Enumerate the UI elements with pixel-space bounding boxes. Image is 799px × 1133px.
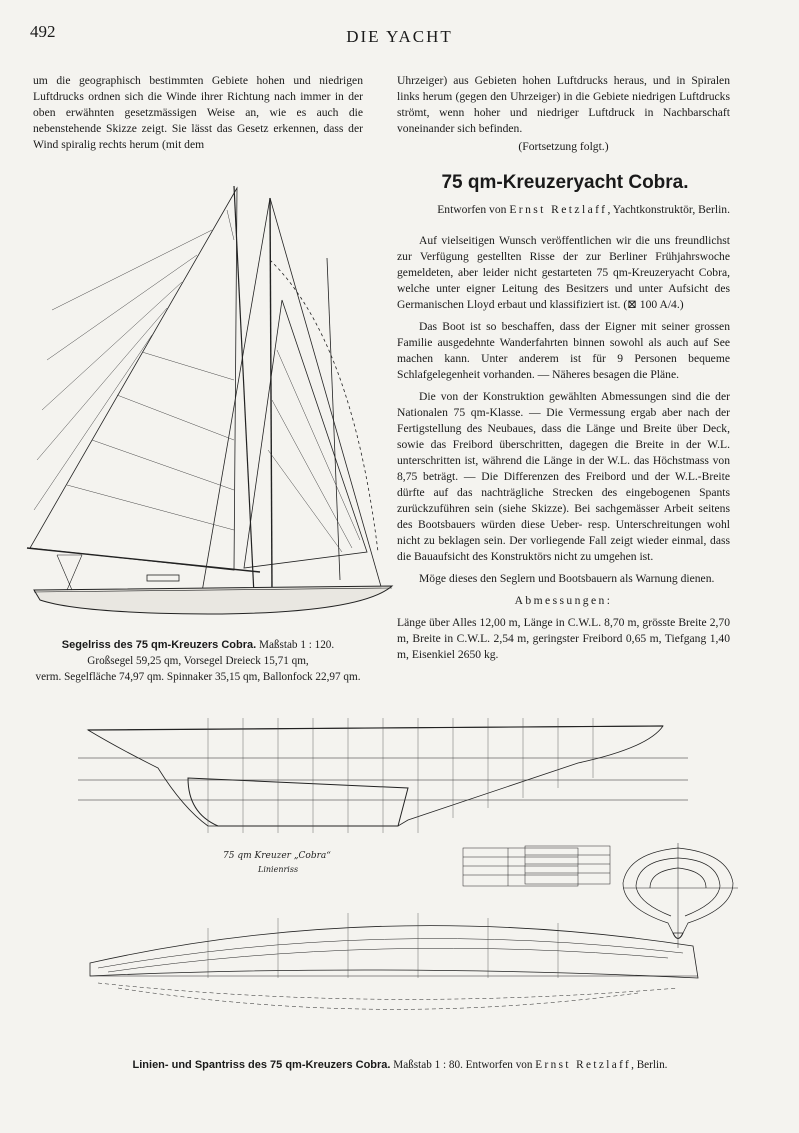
- article-body: [397, 233, 730, 669]
- dimensions-text: Länge über Alles 12,00 m, Länge in C.W.L. 8,70 m, grösste Breite 2,70 m, Breite in C.W.L. 2,54 m, geringster Freibord 0,65 m, Tiefgang 1,40 m, Eisenkiel 2650 kg.: [397, 616, 730, 661]
- sail-plan-drawing: [22, 180, 397, 625]
- byline: [397, 203, 730, 216]
- prev-article-text-right: Uhrzeiger) aus Gebieten hohen Luftdrucks heraus, und in Spiralen links herum (gegen den Uhrzeiger) in die Gebiete niedrigen Luftdrucks strömt, wenn hoher und niedriger Luftdruck in Nachbarschaft voneinander sich befinden.: [397, 74, 730, 135]
- article-paragraph: Möge dieses den Seglern und Bootsbauern als Warnung dienen.: [419, 572, 715, 585]
- lines-plan-drawing: [78, 708, 758, 1048]
- sail-caption-title: Segelriss des 75 qm-Kreuzers Cobra.: [61, 639, 257, 651]
- lines-caption-title: Linien- und Spantriss des 75 qm-Kreuzers Cobra.: [132, 1059, 391, 1071]
- prev-article-right-column: [397, 73, 730, 155]
- lines-caption-designer-suffix: , Berlin.: [631, 1059, 668, 1071]
- article-title: 75 qm-Kreuzeryacht Cobra.: [441, 172, 689, 193]
- byline-name: Ernst Retzlaff: [509, 203, 608, 216]
- sail-caption-line: verm. Segelfläche 74,97 qm. Spinnaker 35,15 qm, Ballonfock 22,97 qm.: [35, 671, 361, 683]
- offsets-table: [463, 846, 610, 886]
- continuation-note: (Fortsetzung folgt.): [518, 140, 609, 153]
- prev-article-text-left: um die geographisch bestimmten Gebiete hohen und niedrigen Luftdrucks ordnen sich die Winde ihrer Richtung nach immer in der oben erwähnten gesetzmässigen Weise an, wie es auch die nebenstehende Skizze zeigt. Sie lässt das Gesetz erkennen, dass der Wind spiralig rechts herum (mit dem: [33, 74, 363, 151]
- sail-plan-caption: [30, 637, 366, 685]
- running-head: DIE YACHT: [346, 27, 453, 46]
- byline-prefix: Entworfen von: [437, 203, 507, 216]
- article-paragraph: Auf vielseitigen Wunsch veröffentlichen wir die uns freundlichst zur Verfügung gestellten Risse der zur Berliner Frühjahrswoche gemeldeten, aber leider nicht gestarteten 75 qm-Kreuzeryacht Cobra, welche unter eigner Leitung des Besitzers und unter Aufsicht des Germanischen Lloyd erbaut und klassifiziert ist. (⊠ 100 A/4.): [397, 234, 730, 311]
- dimensions-heading: Abmessungen:: [514, 594, 613, 607]
- lines-caption-designer-prefix: Entworfen von: [465, 1059, 533, 1071]
- article-paragraph: Das Boot ist so beschaffen, dass der Eigner mit seiner grossen Familie ausgedehnte Wanderfahrten binnen sowohl als auch auf See machen kann. Unter anderem ist für 9 Personen bequeme Schlafgelegenheit vorhanden. — Näheres besagen die Pläne.: [397, 320, 730, 381]
- lines-plan-caption: [60, 1057, 740, 1073]
- half-breadth-plan: [90, 926, 698, 1010]
- article-paragraph: Die von der Konstruktion gewählten Abmessungen sind die der Nationalen 75 qm-Klasse. — Die Vermessung ergab aber nach der Fertigstellung des Neubaues, dass die Länge und Breite über Deck, sowie das Freibord überschritten, dagegen die Breite in der W.L. unterschritten ist, während die Länge in der W.L. das Höchstmass von 8,75 beträgt. — Die Differenzen des Freibord und der W.L.-Breite dürfte auf das nachträgliche Strecken des eingebogenen Spants zurückzuführen sein (siehe Skizze). Bei sachgemässer Arbeit seitens des Bootsbauers würden diese Ueber- resp. Unterschreitungen wohl nicht zu beklagen sein. Der vorliegende Fall zeigt wieder einmal, dass die Bauaufsicht des Konstruktörs nicht zu umgehen ist.: [397, 390, 730, 563]
- lines-caption-designer-name: Ernst Retzlaff: [535, 1059, 632, 1071]
- drawing-title: 75 qm Kreuzer „Cobra“: [223, 851, 331, 861]
- page-number: 492: [30, 22, 56, 41]
- drawing-subtitle: Linienriss: [258, 865, 299, 874]
- byline-suffix: , Yachtkonstruktör, Berlin.: [607, 203, 730, 216]
- sail-caption-line: Großsegel 59,25 qm, Vorsegel Dreieck 15,71 qm,: [87, 655, 309, 667]
- body-plan: [623, 843, 738, 948]
- lines-caption-scale: Maßstab 1 : 80.: [393, 1059, 463, 1071]
- sail-caption-scale: Maßstab 1 : 120.: [259, 639, 335, 651]
- prev-article-left-column: [33, 73, 363, 153]
